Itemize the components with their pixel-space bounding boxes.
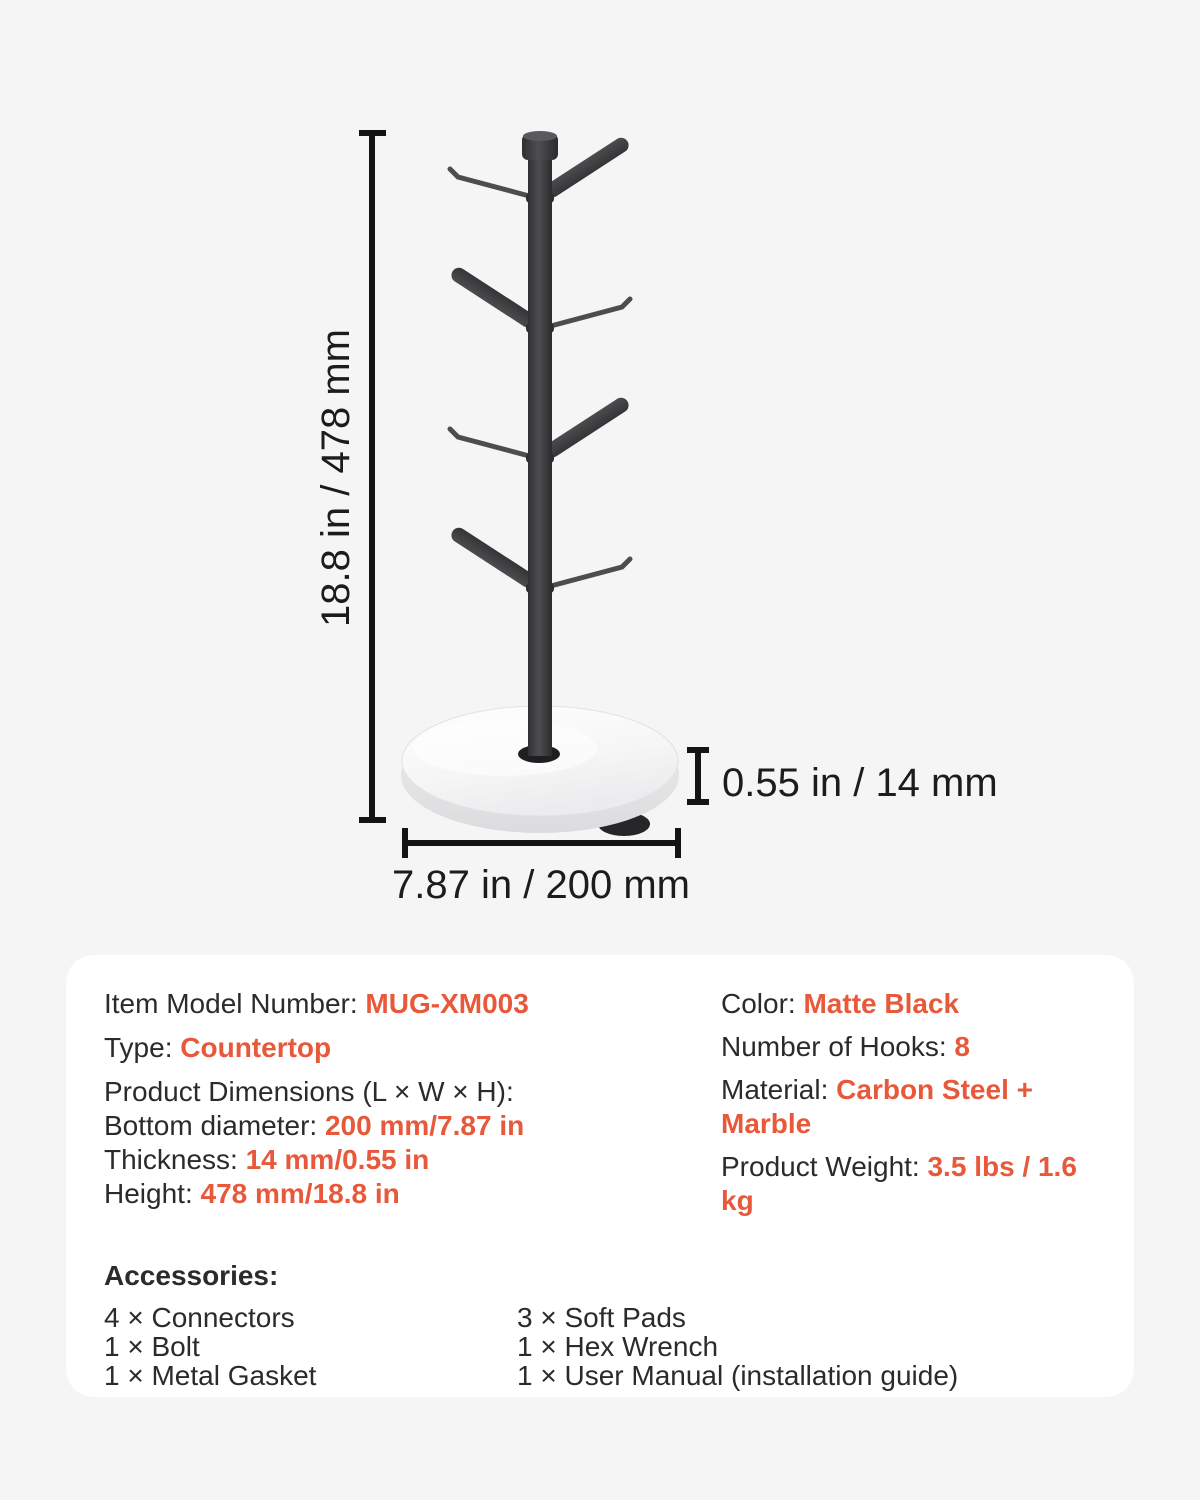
diameter-dimension-label: 7.87 in / 200 mm	[392, 863, 690, 907]
spec-color	[721, 987, 1094, 1021]
spec-value: 8	[954, 1031, 970, 1062]
base-highlight	[413, 720, 597, 776]
spec-label: Height:	[104, 1178, 201, 1209]
spec-value: 478 mm/18.8 in	[200, 1178, 400, 1209]
accessory-item: 1 × Bolt	[104, 1331, 200, 1362]
spec-item-model-number	[104, 987, 721, 1021]
spec-label: Color:	[721, 988, 804, 1019]
spec-label: Bottom diameter:	[104, 1110, 325, 1141]
spec-number-of-hooks	[721, 1030, 1094, 1064]
spec-height	[104, 1177, 721, 1211]
accessory-item: 3 × Soft Pads	[517, 1302, 686, 1333]
spec-thickness	[104, 1143, 721, 1177]
mug-tree-product	[401, 131, 679, 836]
accessories-heading: Accessories:	[104, 1260, 279, 1291]
accessory-item: 1 × User Manual (installation guide)	[517, 1360, 959, 1391]
accessories-grid	[104, 1303, 1094, 1390]
spec-label: Material:	[721, 1074, 837, 1105]
spec-value: 3.5 lbs / 1.6 kg	[721, 1151, 1077, 1216]
accessory-item: 1 × Metal Gasket	[104, 1360, 317, 1391]
accessory-item: 1 × Hex Wrench	[517, 1331, 719, 1362]
spec-column-left	[104, 987, 721, 1227]
spec-label: Thickness:	[104, 1144, 246, 1175]
spec-product-weight	[721, 1150, 1094, 1218]
spec-value: 14 mm/0.55 in	[245, 1144, 430, 1175]
spec-grid	[104, 987, 1094, 1227]
spec-material	[721, 1073, 1094, 1141]
spec-type	[104, 1031, 721, 1065]
spec-value: Matte Black	[803, 988, 960, 1019]
thickness-dimension-label: 0.55 in / 14 mm	[722, 761, 998, 805]
spec-label: Type:	[104, 1032, 181, 1063]
hook-paddle-level3-right	[542, 395, 632, 460]
spec-label: Product Dimensions (L × W × H):	[104, 1076, 514, 1107]
pole-cap-top	[523, 131, 557, 141]
hook-thin-level3-left	[450, 429, 533, 457]
spec-value: 200 mm/7.87 in	[324, 1110, 525, 1141]
spec-column-right	[721, 987, 1094, 1227]
accessories-column-1	[104, 1303, 517, 1390]
height-dimension-label: 18.8 in / 478 mm	[314, 329, 358, 627]
spec-panel	[66, 955, 1134, 1397]
spec-value: Carbon Steel + Marble	[721, 1074, 1033, 1139]
accessory-item: 4 × Connectors	[104, 1302, 295, 1333]
hook-thin-level1-left	[450, 169, 533, 197]
hook-paddle-level4-left	[449, 525, 539, 590]
pole-foot	[528, 738, 552, 756]
spec-value: MUG-XM003	[365, 988, 529, 1019]
hook-thin-level2-right	[547, 299, 630, 327]
spec-value: Countertop	[180, 1032, 332, 1063]
spec-dimensions-heading	[104, 1075, 721, 1109]
pole	[528, 150, 552, 756]
hook-thin-level4-right	[547, 559, 630, 587]
accessories-section	[104, 1261, 1094, 1390]
spec-label: Item Model Number:	[104, 988, 366, 1019]
accessories-column-2	[517, 1303, 1094, 1390]
hook-paddle-level2-left	[449, 265, 539, 330]
spec-bottom-diameter	[104, 1109, 721, 1143]
spec-label: Product Weight:	[721, 1151, 928, 1182]
spec-label: Number of Hooks:	[721, 1031, 955, 1062]
